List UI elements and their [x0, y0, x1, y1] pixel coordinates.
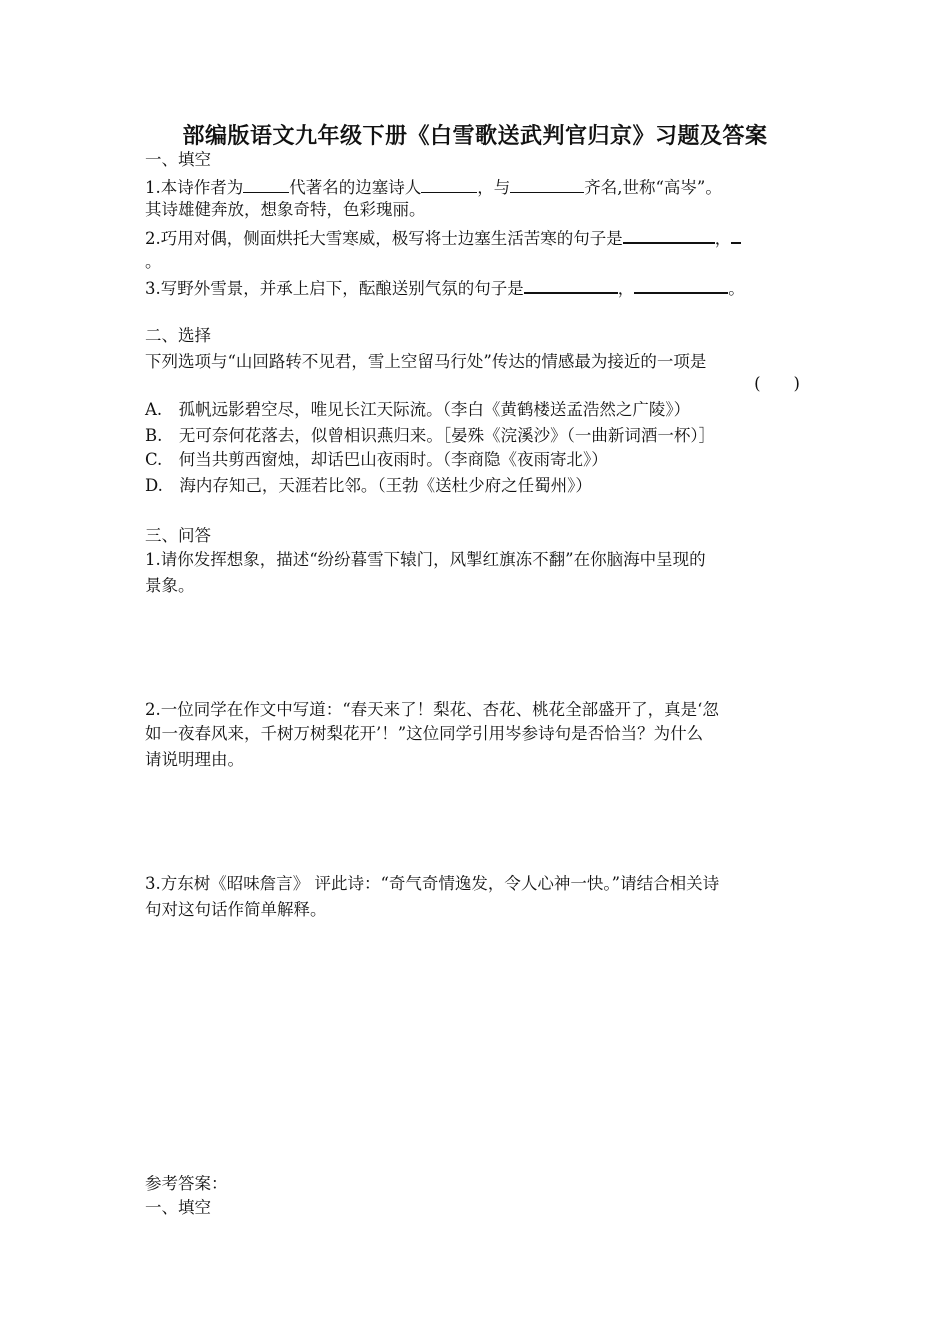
fill-question-1-line2: 其诗雄健奔放，想象奇特，色彩瑰丽。 [145, 200, 426, 219]
essay-question-1-line2: 景象。 [145, 576, 195, 595]
answer-blank[interactable] [421, 174, 477, 193]
answer-blank[interactable] [243, 174, 289, 193]
answer-blank[interactable] [634, 274, 728, 294]
answers-section1-heading: 一、填空 [145, 1198, 211, 1217]
answer-blank[interactable] [510, 174, 584, 193]
q2-comma: ， [714, 229, 732, 248]
q1-part-a: 1.本诗作者为 [145, 178, 244, 197]
answer-blank[interactable] [731, 224, 741, 244]
answer-blank[interactable] [623, 224, 715, 244]
answer-blank[interactable] [524, 274, 618, 294]
q3-text: 3.写野外雪景，并承上启下，酝酿送别气氛的句子是 [145, 279, 524, 298]
option-a[interactable]: A. 孤帆远影碧空尽，唯见长江天际流。（李白《黄鹤楼送孟浩然之广陵》） [145, 400, 691, 419]
essay-question-2: 2.一位同学在作文中写道：“春天来了！梨花、杏花、桃花全部盛开了，真是‘忽 [145, 700, 719, 719]
q1-part-b: 代著名的边塞诗人 [289, 178, 422, 197]
essay-question-2-line2: 如一夜春风来，千树万树梨花开’！”这位同学引用岑参诗句是否恰当？为什么 [145, 724, 704, 743]
q1-part-c: ，与 [477, 178, 511, 197]
answer-parentheses[interactable]: ( ) [754, 374, 800, 393]
essay-question-1: 1.请你发挥想象，描述“纷纷暮雪下辕门，风掣红旗冻不翻”在你脑海中呈现的 [145, 550, 706, 569]
q3-comma: ， [617, 279, 635, 298]
page-title: 部编版语文九年级下册《白雪歌送武判官归京》习题及答案 [182, 124, 768, 149]
q2-text: 2.巧用对偶，侧面烘托大雪寒威，极写将士边塞生活苦寒的句子是 [145, 229, 623, 248]
option-b[interactable]: B. 无可奈何花落去，似曾相识燕归来。［晏殊《浣溪沙》（一曲新词酒一杯）］ [145, 426, 716, 445]
answers-heading: 参考答案： [145, 1174, 228, 1193]
section3-heading: 三、问答 [145, 526, 211, 545]
choice-question: 下列选项与“山回路转不见君，雪上空留马行处”传达的情感最为接近的一项是 [145, 352, 707, 371]
fill-question-2 [145, 224, 741, 251]
essay-question-2-line3: 请说明理由。 [145, 750, 244, 769]
q1-part-d: 齐名,世称“高岑”。 [584, 178, 722, 197]
option-c[interactable]: C. 何当共剪西窗烛，却话巴山夜雨时。（李商隐《夜雨寄北》） [145, 450, 608, 469]
essay-question-3-line2: 句对这句话作简单解释。 [145, 900, 327, 919]
section1-heading: 一、填空 [145, 150, 211, 169]
q3-end: 。 [728, 279, 745, 298]
fill-question-3 [145, 274, 745, 301]
option-d[interactable]: D. 海内存知己，天涯若比邻。（王勃《送杜少府之任蜀州》） [145, 476, 592, 495]
essay-question-3: 3.方东树《昭味詹言》 评此诗：“奇气奇情逸发，令人心神一快。”请结合相关诗 [145, 874, 720, 893]
section2-heading: 二、选择 [145, 326, 211, 345]
fill-question-2-end: 。 [145, 252, 162, 271]
fill-question-1 [145, 174, 722, 200]
